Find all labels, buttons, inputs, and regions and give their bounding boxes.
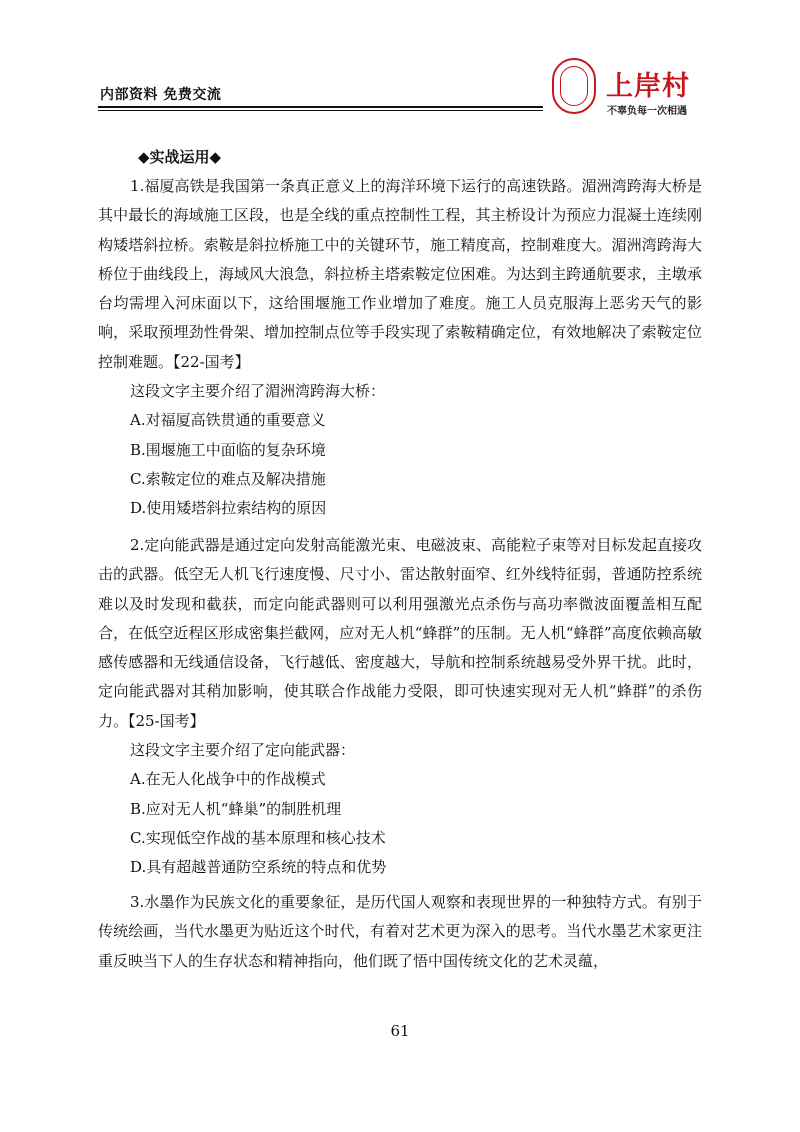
header-rule xyxy=(98,106,543,108)
seal-icon xyxy=(552,58,596,114)
option-b: B.围堰施工中面临的复杂环境 xyxy=(130,440,326,459)
question-1 xyxy=(98,172,702,524)
header-label: 内部资料 免费交流 xyxy=(100,87,222,103)
question-2 xyxy=(98,531,702,883)
option-d: D.具有超越普通防空系统的特点和优势 xyxy=(130,858,387,877)
page-number: 61 xyxy=(390,1022,410,1040)
brand-logo xyxy=(552,58,692,122)
question-passage: 2.定向能武器是通过定向发射高能激光束、电磁波束、高能粒子束等对目标发起直接攻击的武器。低空无人机飞行速度慢、尺寸小、雷达散射面窄、红外线特征弱，普通防控系统难以及时发现和截获，而定向能武器则可以利用强激光点杀伤与高功率微波面覆盖相互配合，在低空近程区形成密集拦截网，应对无人机“蜂群”的压制。无人机“蜂群”高度依赖高敏感传感器和无线通信设备，飞行越低、密度越大，导航和控制系统越易受外界干扰。此时，定向能武器对其稍加影响，使其联合作战能力受限，即可快速实现对无人机“蜂群”的杀伤力。【25-国考】 xyxy=(98,536,702,730)
option-a: A.对福厦高铁贯通的重要意义 xyxy=(130,411,326,430)
option-c: C.实现低空作战的基本原理和核心技术 xyxy=(130,828,386,847)
brand-name: 上岸村 xyxy=(606,71,690,102)
section-title: ◆实战运用◆ xyxy=(138,148,222,166)
option-d: D.使用矮塔斜拉索结构的原因 xyxy=(130,499,327,518)
question-passage: 1.福厦高铁是我国第一条真正意义上的海洋环境下运行的高速铁路。湄洲湾跨海大桥是其中最长的海域施工区段，也是全线的重点控制性工程，其主桥设计为预应力混凝土连续刚构矮塔斜拉桥。索鞍是斜拉桥施工中的关键环节，施工精度高，控制难度大。湄洲湾跨海大桥位于曲线段上，海域风大浪急，斜拉桥主塔索鞍定位困难。为达到主跨通航要求，主墩承台均需埋入河床面以下，这给围堰施工作业增加了难度。施工人员克服海上恶劣天气的影响，采取预埋劲性骨架、增加控制点位等手段实现了索鞍精确定位，有效地解决了索鞍定位控制难题。【22-国考】 xyxy=(98,177,702,371)
header-rule-thin xyxy=(98,110,543,111)
question-3 xyxy=(98,888,702,976)
option-b: B.应对无人机“蜂巢”的制胜机理 xyxy=(130,799,342,818)
question-passage: 3.水墨作为民族文化的重要象征，是历代国人观察和表现世界的一种独特方式。有别于传统绘画，当代水墨更为贴近这个时代，有着对艺术更为深入的思考。当代水墨艺术家更注重反映当下人的生存状态和精神指向，他们既了悟中国传统文化的艺术灵蕴， xyxy=(98,893,702,970)
brand-slogan: 不辜负每一次相遇 xyxy=(607,106,687,117)
option-c: C.索鞍定位的难点及解决措施 xyxy=(130,469,326,488)
question-prompt: 这段文字主要介绍了定向能武器： xyxy=(130,741,356,760)
option-a: A.在无人化战争中的作战模式 xyxy=(130,770,326,789)
question-prompt: 这段文字主要介绍了湄洲湾跨海大桥： xyxy=(130,382,386,401)
